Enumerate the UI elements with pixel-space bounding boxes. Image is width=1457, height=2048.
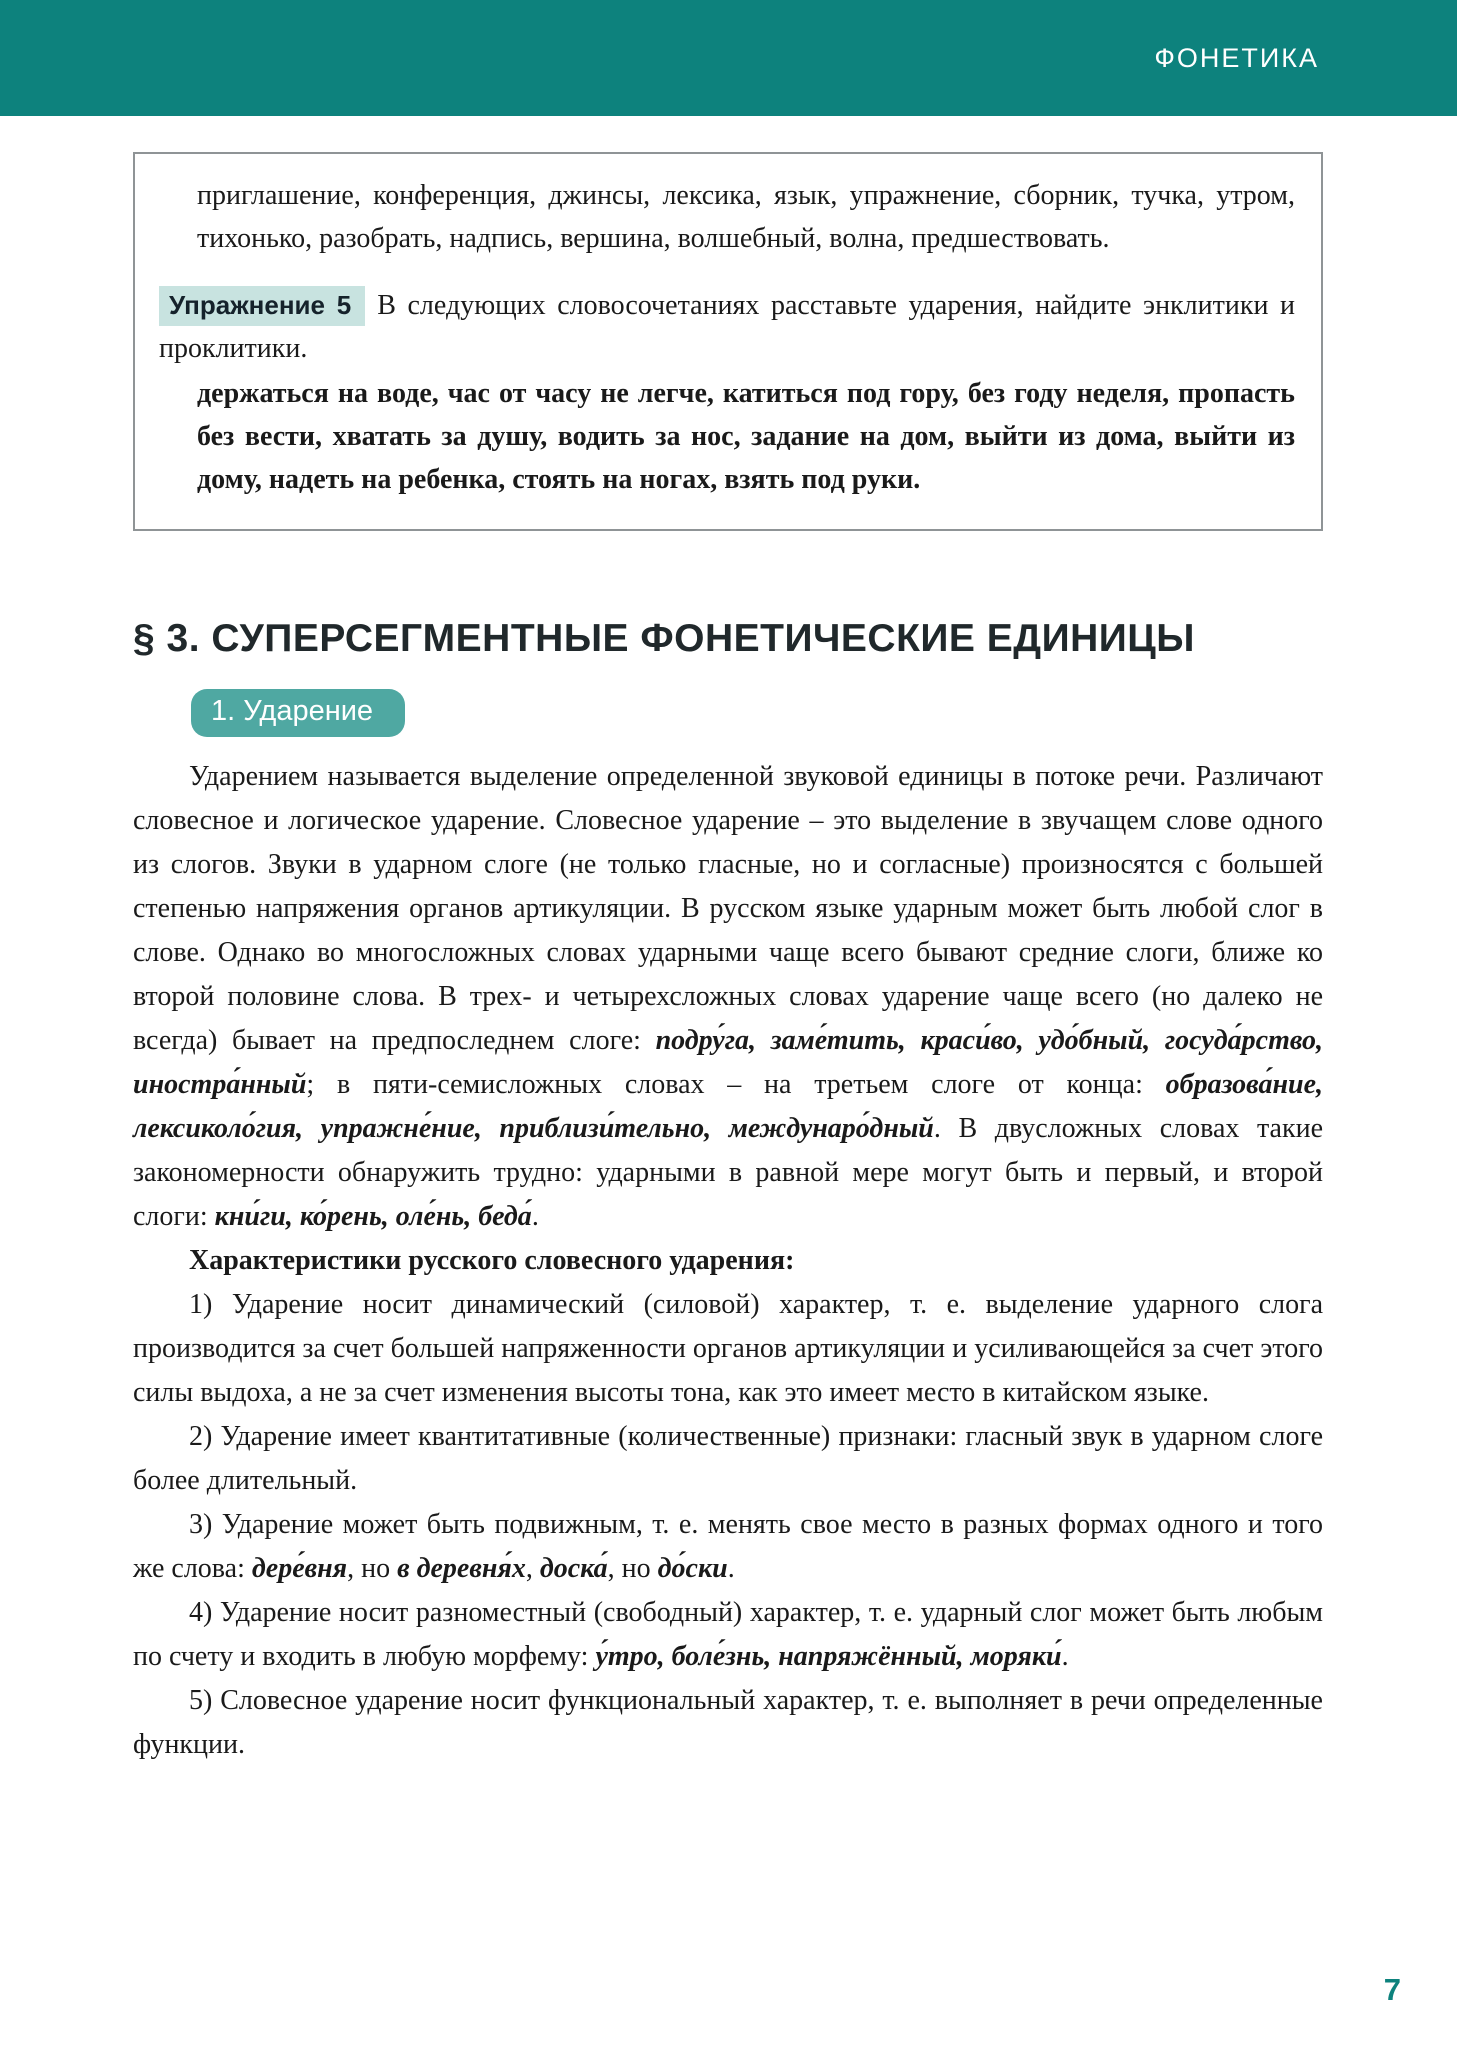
section-heading: § 3. СУПЕРСЕГМЕНТНЫЕ ФОНЕТИЧЕСКИЕ ЕДИНИЦЫ xyxy=(133,617,1195,660)
text-run: подру́га, заме́тить, краси́во, удо́бный, госуда́рство, иностра́нный xyxy=(133,1025,1323,1100)
exercise-body: держаться на воде, час от часу не легче, катиться под гору, без году неделя, пропасть без вести, хватать за душу, водить за нос, задание на дом, выйти из дома, выйти из дому, надеть на ребенка, стоять на ногах, взять под руки. xyxy=(197,378,1295,495)
page-content xyxy=(0,116,1457,1767)
text-run: 1) Ударение носит динамический (силовой) характер, т. е. выделение ударного слога производится за счет большей напряженности органов артикуляции и усиливающейся за счет этого силы выдоха, а не за счет изменения высоты тона, как это имеет место в китайском языке. xyxy=(133,1289,1323,1408)
text-run: ; в пяти-семисложных словах – на третьем слоге от конца: xyxy=(306,1069,1166,1100)
text-run: до́ски xyxy=(657,1553,728,1584)
text-run: в деревня́х xyxy=(397,1553,526,1584)
text-run: у́тро, боле́знь, напряжённый, моряки́ xyxy=(595,1641,1062,1672)
list-item-5 xyxy=(133,1679,1323,1767)
list-item-3 xyxy=(133,1503,1323,1591)
list-item-2 xyxy=(133,1415,1323,1503)
exercise-box xyxy=(133,152,1323,531)
exercise-intro-paragraph xyxy=(159,284,1295,370)
text-run: . xyxy=(531,1201,539,1232)
list-item-4 xyxy=(133,1591,1323,1679)
text-run: 4) Ударение носит разноместный (свободный) характер, т. е. ударный слог может быть любым по счету и входить в любую морфему: xyxy=(133,1597,1323,1672)
text-run: 2) Ударение имеет квантитативные (количественные) признаки: гласный звук в ударном слоге более длительный. xyxy=(133,1421,1323,1496)
text-run: 3) Ударение может быть подвижным, т. е. менять свое место в разных формах одного и того же слова: xyxy=(133,1509,1323,1584)
text-run: доска́ xyxy=(539,1553,608,1584)
text-run: кни́ги, ко́рень, оле́нь, беда́ xyxy=(214,1201,532,1232)
exercise-label: Упражнение 5 xyxy=(159,286,365,326)
page-header-band xyxy=(0,0,1457,116)
word-list: приглашение, конференция, джинсы, лексика, язык, упражнение, сборник, тучка, утром, тихонько, разобрать, надпись, вершина, волшебный, волна, предшествовать. xyxy=(197,180,1295,254)
subsection-badge: 1. Ударение xyxy=(191,689,405,737)
list-item-1 xyxy=(133,1283,1323,1415)
characteristics-heading: Характеристики русского словесного ударения: xyxy=(189,1245,795,1276)
text-run: 5) Словесное ударение носит функциональный характер, т. е. выполняет в речи определенные функции. xyxy=(133,1685,1323,1760)
subsection-badge-row xyxy=(133,661,1323,737)
intro-paragraph xyxy=(133,755,1323,1239)
text-run: дере́вня xyxy=(251,1553,348,1584)
text-run: образова́ние, лексиколо́гия, упражне́ние, приблизи́тельно, междунаро́дный xyxy=(133,1069,1323,1144)
text-run: , но xyxy=(607,1553,658,1584)
chapter-title: ФОНЕТИКА xyxy=(1154,42,1319,73)
text-run: . xyxy=(1061,1641,1069,1672)
text-run: , xyxy=(525,1553,540,1584)
text-run: . В двусложных словах такие закономерности обнаружить трудно: ударными в равной мере могут быть и первый, и второй слоги: xyxy=(133,1113,1324,1232)
text-run: Ударением называется выделение определенной звуковой единицы в потоке речи. Различают словесное и логическое ударение. Словесное ударение – это выделение в звучащем слове одного из слогов. Звуки в ударном слоге (не только гласные, но и согласные) произносятся с большей степенью напряжения органов артикуляции. В русском языке ударным может быть любой слог в слове. Однако во многосложных словах ударными чаще всего бывают средние слоги, ближе ко второй половине слова. В трех- и четырехсложных словах ударение чаще всего (но далеко не всегда) бывает на предпоследнем слоге: xyxy=(133,761,1323,1056)
page-number: 7 xyxy=(1383,1972,1401,2007)
exercise-task-text: В следующих словосочетаниях расставьте ударения, найдите энклитики и проклитики. xyxy=(159,290,1295,364)
text-run: , но xyxy=(347,1553,398,1584)
text-run: . xyxy=(727,1553,735,1584)
